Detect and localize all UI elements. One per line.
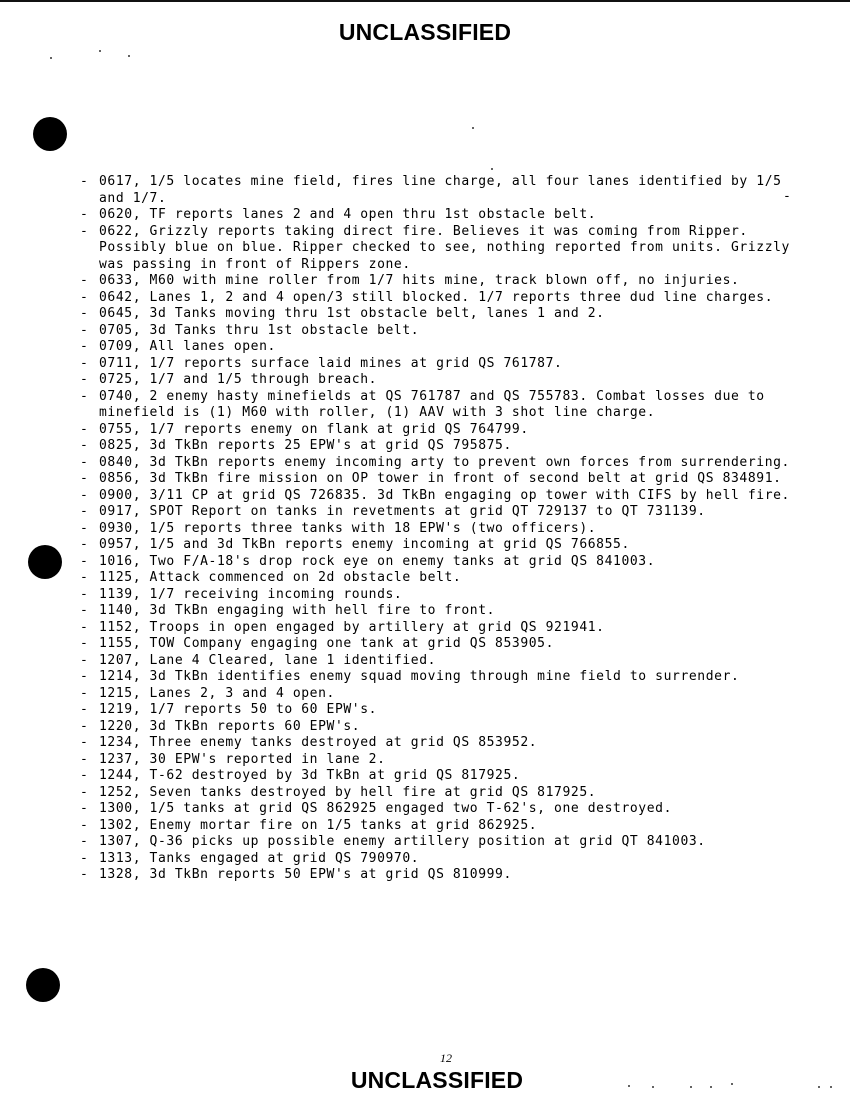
footer-classification-marking: UNCLASSIFIED <box>350 1067 524 1093</box>
log-entry: - 1252, Seven tanks destroyed by hell fire at grid QS 817925. <box>78 785 798 802</box>
top-border-line <box>0 0 850 2</box>
log-entry: - 1237, 30 EPW's reported in lane 2. <box>78 752 798 769</box>
punch-hole-mark-bottom <box>26 968 60 1002</box>
scan-speck <box>472 127 474 129</box>
log-entry: - 0957, 1/5 and 3d TkBn reports enemy incoming at grid QS 766855. <box>78 537 798 554</box>
log-entry: - 1152, Troops in open engaged by artillery at grid QS 921941. <box>78 620 798 637</box>
scan-speck <box>99 50 101 52</box>
log-entry: - 0705, 3d Tanks thru 1st obstacle belt. <box>78 323 798 340</box>
log-entry: - 1328, 3d TkBn reports 50 EPW's at grid QS 810999. <box>78 867 798 884</box>
margin-mark: - <box>783 189 791 204</box>
page-number: 12 <box>440 1051 452 1065</box>
log-entry: - 0900, 3/11 CP at grid QS 726835. 3d TkBn engaging op tower with CIFS by hell fire. <box>78 488 798 505</box>
log-entry: - 0725, 1/7 and 1/5 through breach. <box>78 372 798 389</box>
log-entry: - 1125, Attack commenced on 2d obstacle belt. <box>78 570 798 587</box>
log-entry: - 1220, 3d TkBn reports 60 EPW's. <box>78 719 798 736</box>
log-entry: - 1313, Tanks engaged at grid QS 790970. <box>78 851 798 868</box>
log-entry: - 0917, SPOT Report on tanks in revetments at grid QT 729137 to QT 731139. <box>78 504 798 521</box>
log-entry: - 1139, 1/7 receiving incoming rounds. <box>78 587 798 604</box>
log-entry: - 0755, 1/7 reports enemy on flank at grid QS 764799. <box>78 422 798 439</box>
log-entry: - 0740, 2 enemy hasty minefields at QS 761787 and QS 755783. Combat losses due to minefield is (1) M60 with roller, (1) AAV with 3 shot line charge. <box>78 389 798 422</box>
log-entry: - 1219, 1/7 reports 50 to 60 EPW's. <box>78 702 798 719</box>
log-entry: - 1140, 3d TkBn engaging with hell fire to front. <box>78 603 798 620</box>
log-entry: - 0825, 3d TkBn reports 25 EPW's at grid QS 795875. <box>78 438 798 455</box>
operations-log-list <box>78 174 798 884</box>
log-entry: - 1215, Lanes 2, 3 and 4 open. <box>78 686 798 703</box>
log-entry: - 0856, 3d TkBn fire mission on OP tower in front of second belt at grid QS 834891. <box>78 471 798 488</box>
header-classification-marking: UNCLASSIFIED <box>338 19 512 45</box>
punch-hole-mark-top <box>33 117 67 151</box>
log-entry: - 1207, Lane 4 Cleared, lane 1 identified. <box>78 653 798 670</box>
log-entry: - 1244, T-62 destroyed by 3d TkBn at grid QS 817925. <box>78 768 798 785</box>
log-entry: - 1307, Q-36 picks up possible enemy artillery position at grid QT 841003. <box>78 834 798 851</box>
log-entry: - 1302, Enemy mortar fire on 1/5 tanks at grid 862925. <box>78 818 798 835</box>
log-entry: - 1214, 3d TkBn identifies enemy squad moving through mine field to surrender. <box>78 669 798 686</box>
log-entry: - 0642, Lanes 1, 2 and 4 open/3 still blocked. 1/7 reports three dud line charges. <box>78 290 798 307</box>
log-entry: - 1234, Three enemy tanks destroyed at grid QS 853952. <box>78 735 798 752</box>
log-entry: - 0930, 1/5 reports three tanks with 18 EPW's (two officers). <box>78 521 798 538</box>
log-entry: - 0617, 1/5 locates mine field, fires line charge, all four lanes identified by 1/5 and 1/7. <box>78 174 798 207</box>
punch-hole-mark-middle <box>28 545 62 579</box>
log-entry: - 0620, TF reports lanes 2 and 4 open thru 1st obstacle belt. <box>78 207 798 224</box>
log-entry: - 0633, M60 with mine roller from 1/7 hits mine, track blown off, no injuries. <box>78 273 798 290</box>
log-entry: - 1016, Two F/A-18's drop rock eye on enemy tanks at grid QS 841003. <box>78 554 798 571</box>
scan-speck <box>50 57 52 59</box>
scan-speck <box>491 168 493 170</box>
log-entry: - 0622, Grizzly reports taking direct fire. Believes it was coming from Ripper. Possibly blue on blue. Ripper checked to see, nothing reported from units. Grizzly was passing in front of Rippers zone. <box>78 224 798 274</box>
log-entry: - 0709, All lanes open. <box>78 339 798 356</box>
log-entry: - 1300, 1/5 tanks at grid QS 862925 engaged two T-62's, one destroyed. <box>78 801 798 818</box>
log-entry: - 0645, 3d Tanks moving thru 1st obstacle belt, lanes 1 and 2. <box>78 306 798 323</box>
log-entry: - 0711, 1/7 reports surface laid mines at grid QS 761787. <box>78 356 798 373</box>
log-entry: - 0840, 3d TkBn reports enemy incoming arty to prevent own forces from surrendering. <box>78 455 798 472</box>
log-entry: - 1155, TOW Company engaging one tank at grid QS 853905. <box>78 636 798 653</box>
scan-speck <box>128 55 130 57</box>
